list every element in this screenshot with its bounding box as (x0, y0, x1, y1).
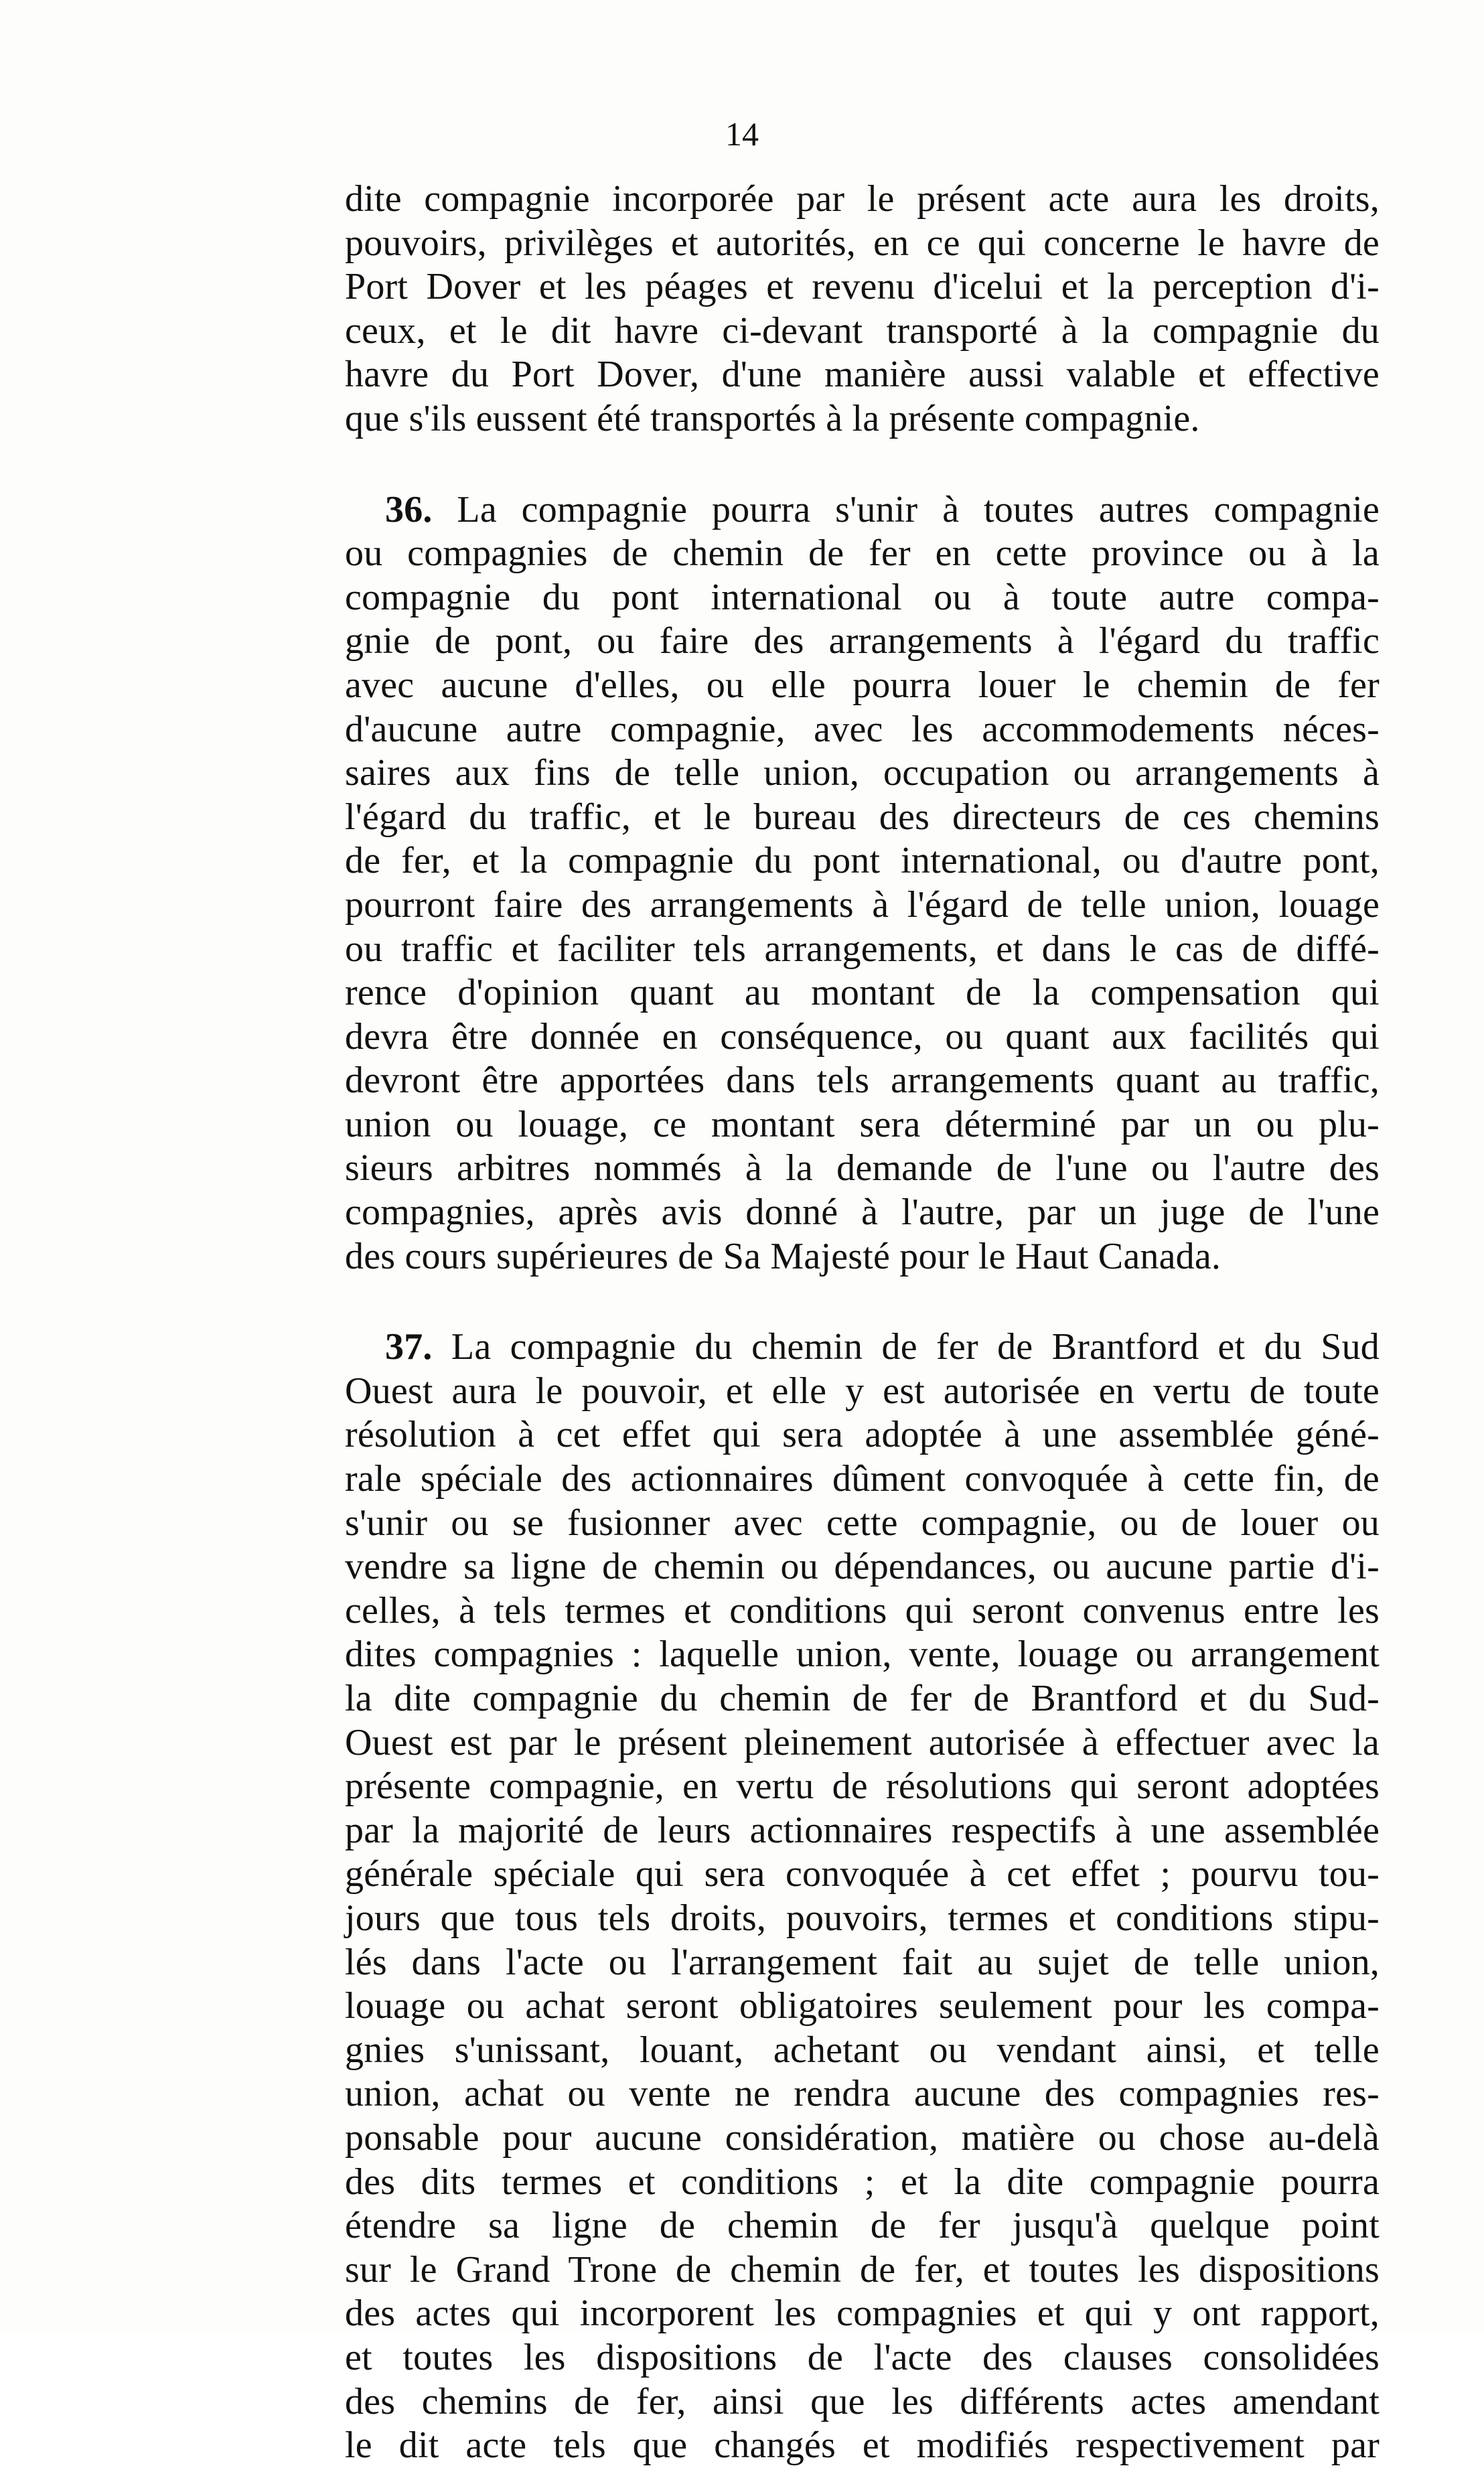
text-line: générale spéciale qui sera convoquée à cet effet ; pourvu tou- (345, 1853, 1380, 1895)
text-line (345, 1325, 1380, 1370)
section-37 (345, 1325, 1380, 2467)
section-36 (345, 488, 1380, 1279)
text-line: lés dans l'acte ou l'arrangement fait au sujet de telle union, (345, 1941, 1380, 1983)
paragraph-continuation (345, 177, 1380, 441)
text-line: compagnies, après avis donné à l'autre, par un juge de l'une (345, 1191, 1380, 1234)
text-line: Port Dover et les péages et revenu d'icelui et la perception d'i- (345, 266, 1380, 308)
text-line: sur le Grand Trone de chemin de fer, et toutes les dispositions (345, 2248, 1380, 2291)
text-line: le dit acte tels que changés et modifiés respectivement par (345, 2424, 1380, 2467)
text-line: sieurs arbitres nommés à la demande de l'une ou l'autre des (345, 1147, 1380, 1189)
section-number: 37. (385, 1326, 433, 1368)
text-line: ou traffic et faciliter tels arrangements, et dans le cas de diffé- (345, 928, 1380, 970)
page-number: 14 (725, 115, 759, 153)
text-line: que s'ils eussent été transportés à la présente compagnie. (345, 397, 1200, 439)
text-line: ou compagnies de chemin de fer en cette province ou à la (345, 532, 1380, 575)
text-line: dite compagnie incorporée par le présent acte aura les droits, (345, 178, 1380, 220)
text-line: saires aux fins de telle union, occupation ou arrangements à (345, 752, 1380, 794)
text-line: devront être apportées dans tels arrangements quant au traffic, (345, 1060, 1380, 1102)
text-line: havre du Port Dover, d'une manière aussi valable et effective (345, 354, 1380, 396)
text-line: ponsable pour aucune considération, matière ou chose au-delà (345, 2116, 1380, 2159)
text-line: des cours supérieures de Sa Majesté pour le Haut Canada. (345, 1235, 1221, 1277)
text-line: s'unir ou se fusionner avec cette compagnie, ou de louer ou (345, 1502, 1380, 1544)
text-line: gnies s'unissant, louant, achetant ou vendant ainsi, et telle (345, 2029, 1380, 2071)
text-line (345, 488, 1380, 532)
text-line: devra être donnée en conséquence, ou quant aux facilités qui (345, 1015, 1380, 1058)
text-line: étendre sa ligne de chemin de fer jusqu'à quelque point (345, 2205, 1380, 2247)
text-line: gnie de pont, ou faire des arrangements à l'égard du traffic (345, 620, 1380, 662)
text-line: des actes qui incorporent les compagnies et qui y ont rapport, (345, 2293, 1380, 2335)
text-line: et toutes les dispositions de l'acte des clauses consolidées (345, 2336, 1380, 2378)
text-line: jours que tous tels droits, pouvoirs, termes et conditions stipu- (345, 1897, 1380, 1939)
text-line: résolution à cet effet qui sera adoptée à une assemblée géné- (345, 1414, 1380, 1456)
text-line: la dite compagnie du chemin de fer de Brantford et du Sud- (345, 1678, 1380, 1719)
text-line: par la majorité de leurs actionnaires respectifs à une assemblée (345, 1809, 1380, 1851)
section-first-line: La compagnie pourra s'unir à toutes autres compagnie (457, 488, 1380, 530)
text-line: celles, à tels termes et conditions qui seront convenus entre les (345, 1589, 1380, 1631)
text-line: des dits termes et conditions ; et la dite compagnie pourra (345, 2161, 1380, 2203)
text-line: Ouest est par le présent pleinement autorisée à effectuer avec la (345, 1721, 1380, 1763)
text-line: ceux, et le dit havre ci-devant transporté à la compagnie du (345, 309, 1380, 352)
text-line: Ouest aura le pouvoir, et elle y est autorisée en vertu de toute (345, 1370, 1380, 1412)
text-line: de fer, et la compagnie du pont international, ou d'autre pont, (345, 840, 1380, 882)
body-text (345, 177, 1380, 2468)
text-line: union ou louage, ce montant sera déterminé par un ou plu- (345, 1103, 1380, 1145)
text-line: d'aucune autre compagnie, avec les accommodements néces- (345, 708, 1380, 750)
text-line: union, achat ou vente ne rendra aucune des compagnies res- (345, 2073, 1380, 2115)
text-line: rence d'opinion quant au montant de la compensation qui (345, 972, 1380, 1014)
section-first-line: La compagnie du chemin de fer de Brantford et du Sud (451, 1326, 1380, 1368)
text-line: louage ou achat seront obligatoires seulement pour les compa- (345, 1985, 1380, 2027)
text-line: dites compagnies : laquelle union, vente, louage ou arrangement (345, 1634, 1380, 1676)
text-line: vendre sa ligne de chemin ou dépendances, ou aucune partie d'i- (345, 1546, 1380, 1588)
text-line: des chemins de fer, ainsi que les différents actes amendant (345, 2380, 1380, 2422)
text-line: présente compagnie, en vertu de résolutions qui seront adoptées (345, 1765, 1380, 1808)
text-line: pourront faire des arrangements à l'égard de telle union, louage (345, 883, 1380, 926)
text-line: l'égard du traffic, et le bureau des directeurs de ces chemins (345, 796, 1380, 838)
text-line: rale spéciale des actionnaires dûment convoquée à cette fin, de (345, 1458, 1380, 1500)
text-line: avec aucune d'elles, ou elle pourra louer le chemin de fer (345, 664, 1380, 706)
section-number: 36. (385, 488, 433, 530)
text-line: compagnie du pont international ou à toute autre compa- (345, 576, 1380, 618)
text-line: pouvoirs, privilèges et autorités, en ce qui concerne le havre de (345, 222, 1380, 264)
